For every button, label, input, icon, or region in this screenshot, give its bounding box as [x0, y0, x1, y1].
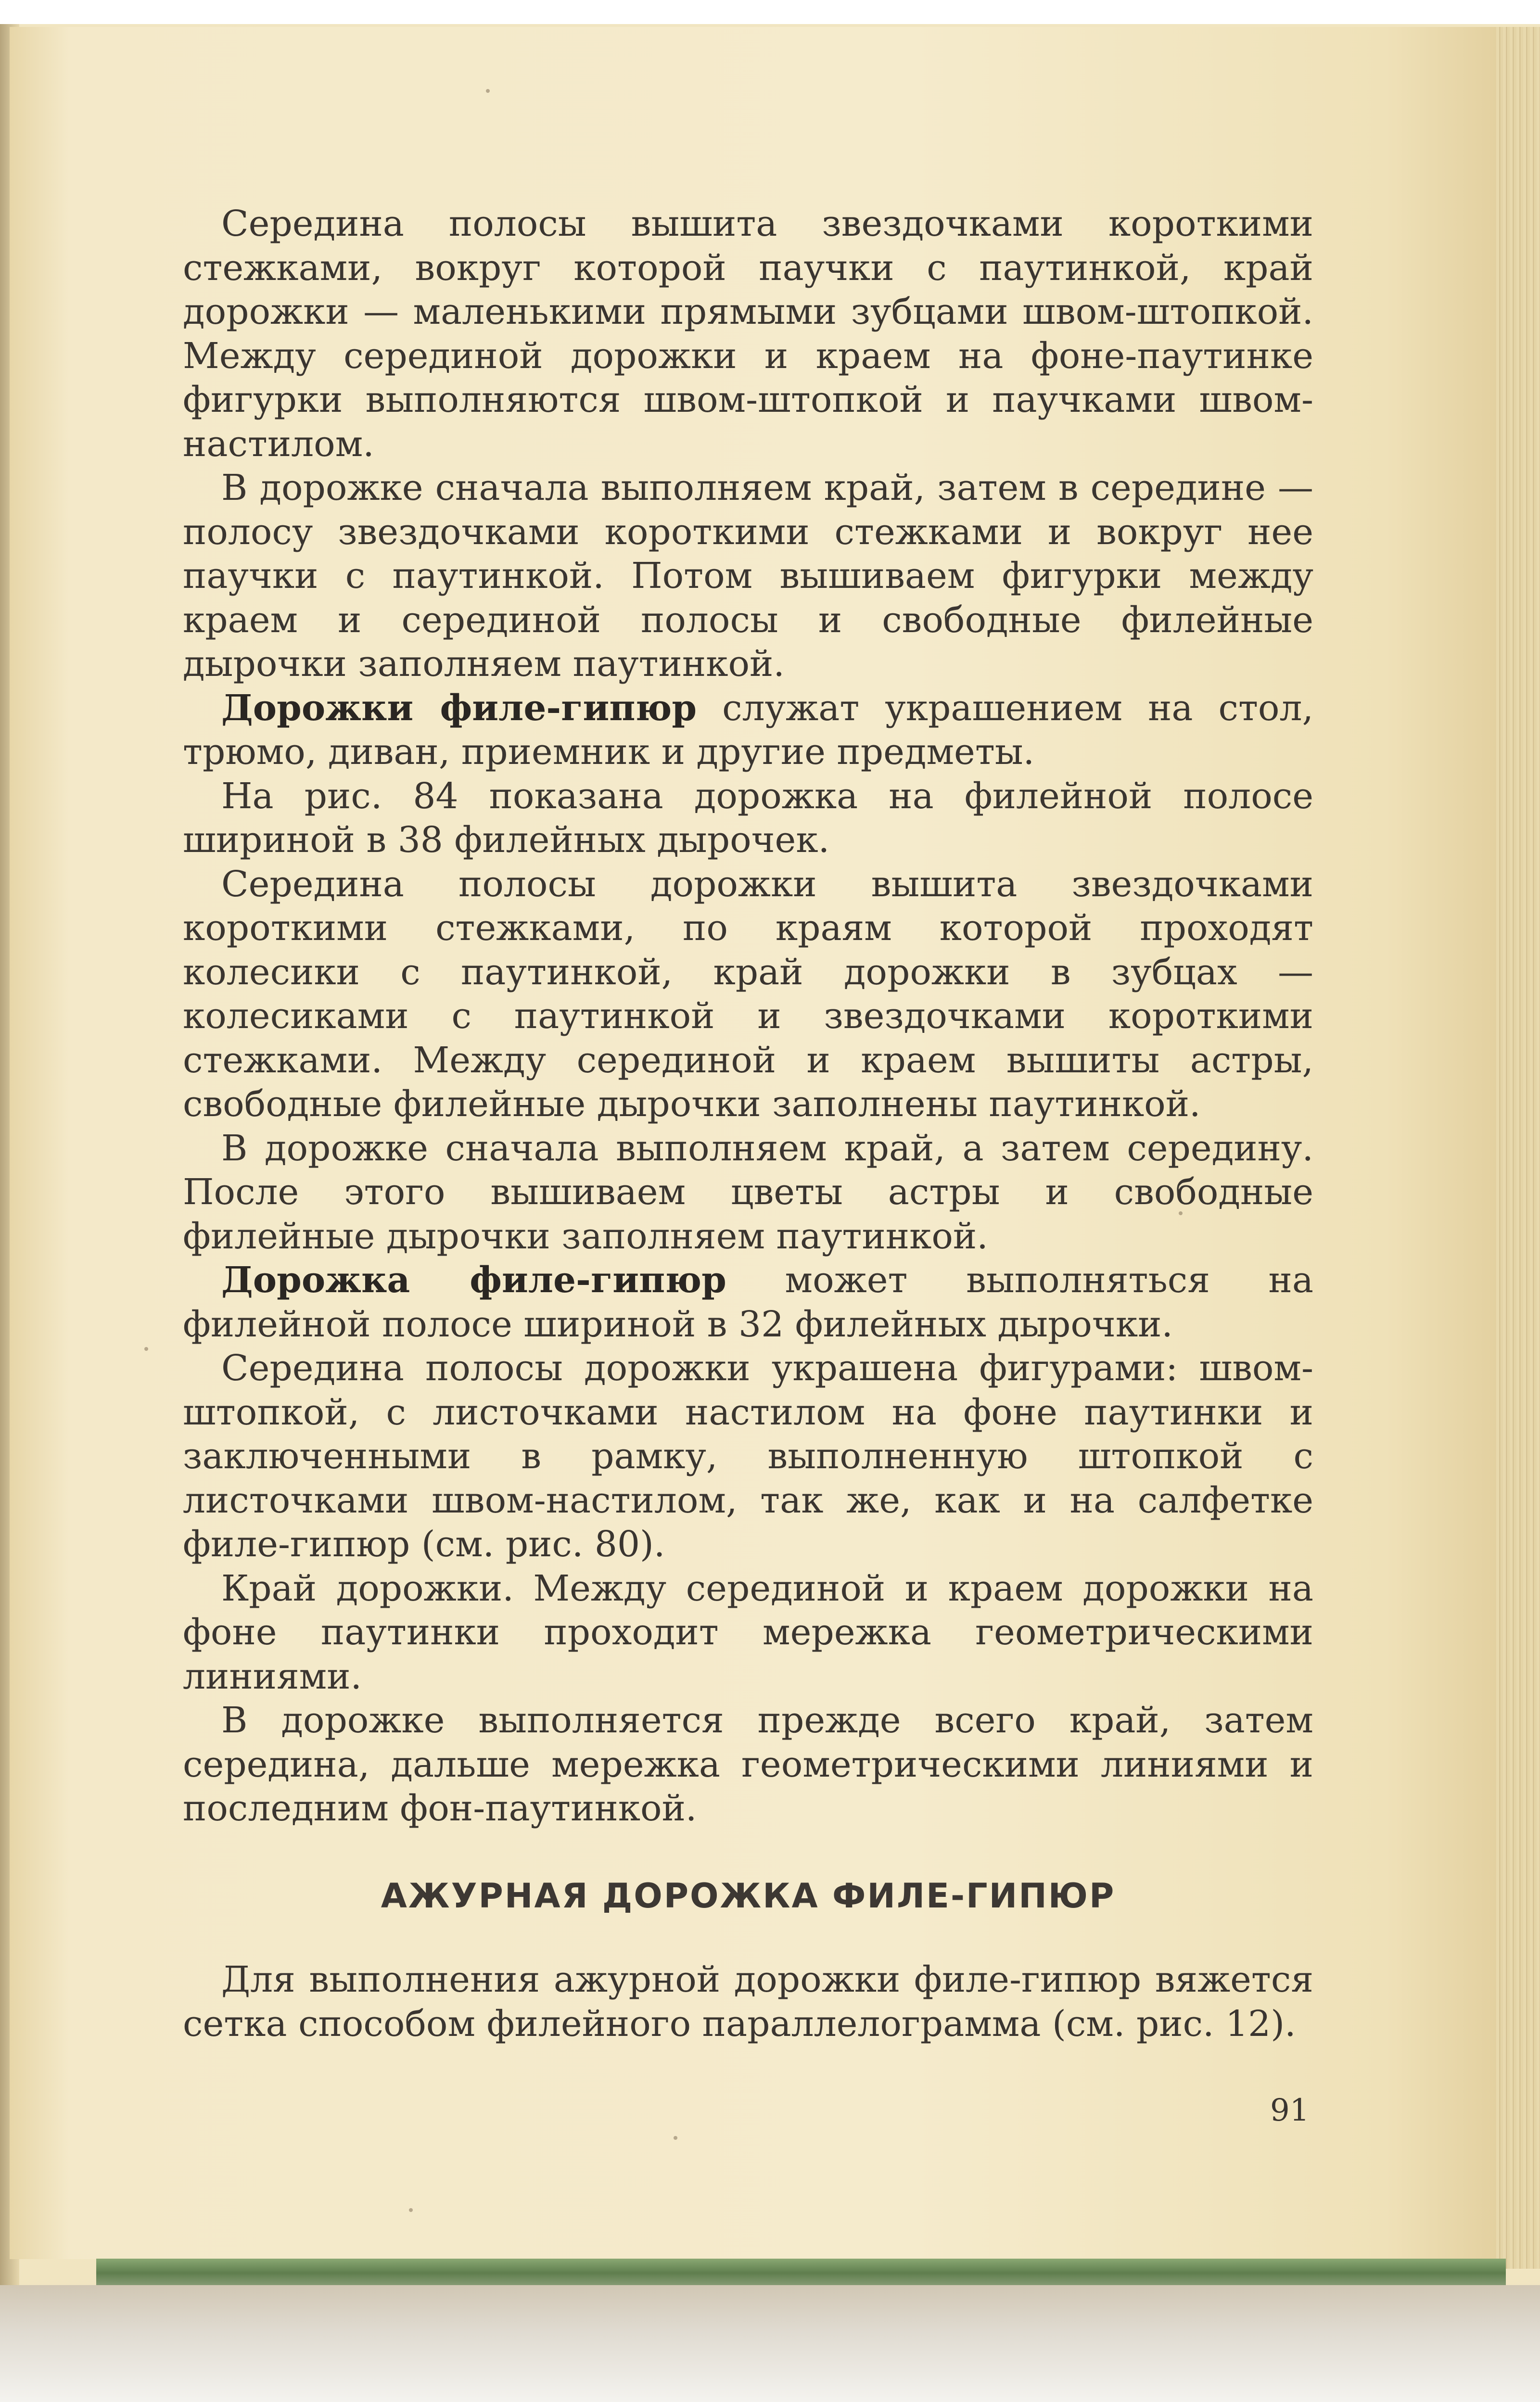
- paragraph: В дорожке выполняется прежде всего край, затем середина, дальше мережка геометрическими линиями и последним фон-паутинкой.: [183, 1700, 1313, 1829]
- paragraph-text: может выполняться на филейной полосе шириной в 32 филейных дырочки.: [183, 1259, 1313, 1345]
- paragraph: В дорожке сначала выполняем край, а затем середину. После этого вышиваем цветы астры и свободные филейные дырочки заполняем паутинкой.: [183, 1127, 1313, 1257]
- paper-speck: [144, 1347, 148, 1351]
- page-number: 91: [1270, 2093, 1310, 2128]
- scanner-background: [0, 2285, 1540, 2402]
- scanned-book-spread: [0, 24, 1540, 2402]
- bold-term: Дорожки филе-гипюр: [221, 687, 697, 729]
- paragraph: Середина полосы вышита звездочками короткими стежками, вокруг которой паучки с паутинкой, край дорожки — маленькими прямыми зубцами швом-штопкой. Между серединой дорожки и краем на фоне-паутинке фигурки выполняются швом-штопкой и паучками швом-настилом.: [183, 203, 1313, 465]
- paragraph: В дорожке сначала выполняем край, затем в середине — полосу звездочками короткими стежками и вокруг нее паучки с паутинкой. Потом вышиваем фигурки между краем и серединой полосы и свободные филейные дырочки заполняем паутинкой.: [183, 467, 1313, 685]
- paper-speck: [674, 2136, 677, 2140]
- paragraph: [183, 686, 1313, 775]
- bold-term: Дорожка филе-гипюр: [221, 1259, 726, 1301]
- section-heading: АЖУРНАЯ ДОРОЖКА ФИЛЕ-ГИПЮР: [381, 1876, 1116, 1916]
- body-text: [183, 202, 1313, 1831]
- paper-speck: [409, 2208, 413, 2212]
- paragraph: На рис. 84 показана дорожка на филейной полосе шириной в 38 филейных дырочек.: [183, 775, 1313, 861]
- paragraph: Середина полосы дорожки украшена фигурами: швом-штопкой, с листочками настилом на фоне паутинки и заключенными в рамку, выполненную штопкой с листочками швом-настилом, так же, как и на салфетке филе-гипюр (см. рис. 80).: [183, 1347, 1313, 1565]
- paper-speck: [486, 89, 490, 93]
- paragraph: Для выполнения ажурной дорожки филе-гипюр вяжется сетка способом филейного параллелограмма (см. рис. 12).: [183, 1959, 1313, 2045]
- paragraph: Середина полосы дорожки вышита звездочками короткими стежками, по краям которой проходят колесики с паутинкой, край дорожки в зубцах — колесиками с паутинкой и звездочками короткими стежками. Между серединой и краем вышиты астры, свободные филейные дырочки заполнены паутинкой.: [183, 863, 1313, 1125]
- body-text-continued: [183, 1958, 1313, 2046]
- paragraph: Край дорожки. Между серединой и краем дорожки на фоне паутинки проходит мережка геометрическими линиями.: [183, 1567, 1313, 1697]
- paragraph-text: служат украшением на стол, трюмо, диван, приемник и другие предметы.: [183, 687, 1314, 773]
- book-cover-edge: [96, 2259, 1506, 2288]
- page-edges: [1496, 27, 1540, 2269]
- paragraph: [183, 1258, 1313, 1347]
